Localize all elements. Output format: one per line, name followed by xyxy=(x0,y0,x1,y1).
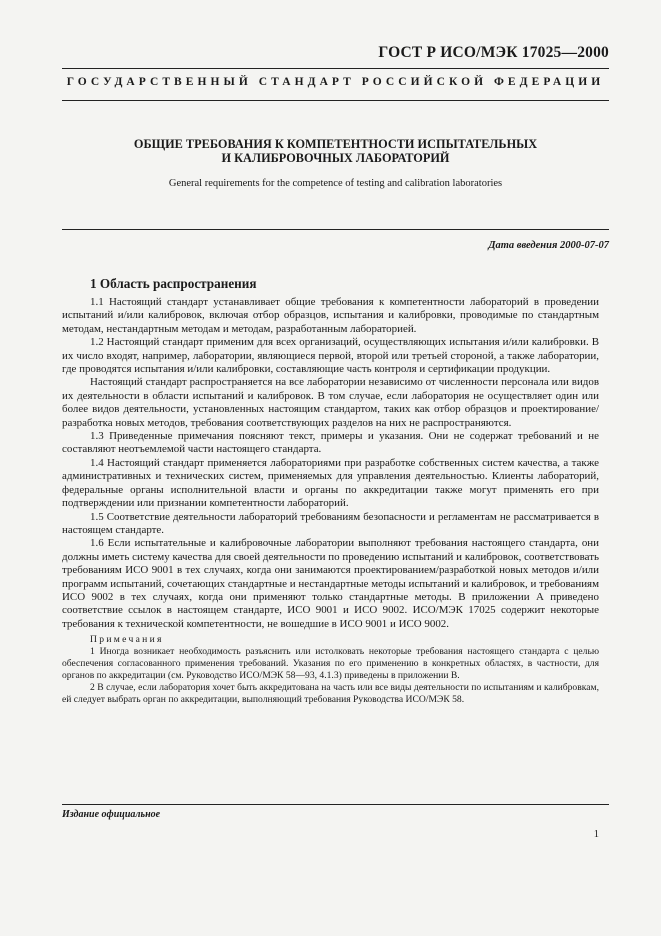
header-rule-bottom xyxy=(62,100,609,101)
title-line-2: И КАЛИБРОВОЧНЫХ ЛАБОРАТОРИЙ xyxy=(221,151,450,165)
notes-heading: Примечания xyxy=(90,634,164,646)
notes-block xyxy=(62,634,599,706)
paragraph-1-4: 1.4 Настоящий стандарт применяется лабораториями при разработке собственных систем качества, а также административных и технических систем, применяемых для управления деятельностью. Клиенты лабораторий, федеральные органы исполнительной власти и органы по аккредитации также могут применять его при подтверждении или признании компетентности лабораторий. xyxy=(62,456,599,510)
note-1: 1 Иногда возникает необходимость разъяснить или истолковать некоторые требования настоящего стандарта с целью обеспечения согласованного применения требований. Указания по его применению в конкретных областях, в частности, для органов по аккредитации (см. Руководство ИСО/МЭК 58—93, 4.1.3) приведены в приложении В. xyxy=(62,646,599,682)
standard-code: ГОСТ Р ИСО/МЭК 17025—2000 xyxy=(378,44,609,61)
state-standard-banner: ГОСУДАРСТВЕННЫЙ СТАНДАРТ РОССИЙСКОЙ ФЕДЕРАЦИИ xyxy=(66,76,605,88)
title-line-1: ОБЩИЕ ТРЕБОВАНИЯ К КОМПЕТЕНТНОСТИ ИСПЫТАТЕЛЬНЫХ xyxy=(133,137,538,151)
title-rule xyxy=(62,229,609,230)
english-title: General requirements for the competence of testing and calibration laboratories xyxy=(168,178,503,189)
page-number: 1 xyxy=(593,829,599,840)
introduction-date: Дата введения 2000-07-07 xyxy=(488,240,609,251)
footer-rule xyxy=(62,804,609,805)
section-body xyxy=(62,296,599,706)
paragraph-1-2: 1.2 Настоящий стандарт применим для всех организаций, осуществляющих испытания и/или калибровки. В их число входят, например, лаборатории, являющиеся первой, второй или третьей стороной, а также лаборатории, где проводятся испытания и/или калибровки, составляющие часть контроля и сертификации продукции. xyxy=(62,336,599,376)
paragraph-1-6: 1.6 Если испытательные и калибровочные лаборатории выполняют требования настоящего стандарта, они должны иметь систему качества для своей деятельности по проведению испытаний и калибровок, соответствовать требованиям ИСО 9001 в тех случаях, когда они занимаются проектированием/разработкой новых методов и/или программ испытаний, сочетающих стандартные и нестандартные методы испытаний и калибровок, и требованиям ИСО 9002 в тех случаях, когда они применяют только стандартные методы. В приложении А приведено соответствие ссылок в настоящем стандарте, ИСО 9001 и ИСО 9002. ИСО/МЭК 17025 содержит некоторые требования к технической компетентности, не вошедшие в ИСО 9001 и ИСО 9002. xyxy=(62,537,599,630)
paragraph-1-3: 1.3 Приведенные примечания поясняют текст, примеры и указания. Они не содержат требований и не составляют неотъемлемой части настоящего стандарта. xyxy=(62,430,599,456)
section-heading: 1 Область распространения xyxy=(90,276,257,291)
header-rule-top xyxy=(62,68,609,69)
paragraph-1-1: 1.1 Настоящий стандарт устанавливает общие требования к компетентности лабораторий в проведении испытаний и/или калибровок, включая отбор образцов, испытания и калибровки, проводимые по стандартным методам, нестандартным методам и методам, разработанным лабораторией. xyxy=(62,296,599,335)
note-2: 2 В случае, если лаборатория хочет быть аккредитована на часть или все виды деятельности по испытаниям и калибровкам, ей следует выбрать орган по аккредитации, выполняющий требования Руководства ИСО/МЭК 58. xyxy=(62,682,599,706)
official-edition-label: Издание официальное xyxy=(62,809,161,820)
document-title xyxy=(62,137,609,165)
paragraph-1-2-cont: Настоящий стандарт распространяется на все лаборатории независимо от численности персонала или видов их деятельности в области испытаний и калибровок. В том случае, если лаборатория не осуществляет один или более видов деятельности, установленных настоящим стандартом, таких как отбор образцов и проектирование/разработка новых методов, требования соответствующих разделов на них не распространяются. xyxy=(62,376,599,429)
paragraph-1-5: 1.5 Соответствие деятельности лабораторий требованиям безопасности и регламентам не рассматривается в настоящем стандарте. xyxy=(62,510,599,536)
